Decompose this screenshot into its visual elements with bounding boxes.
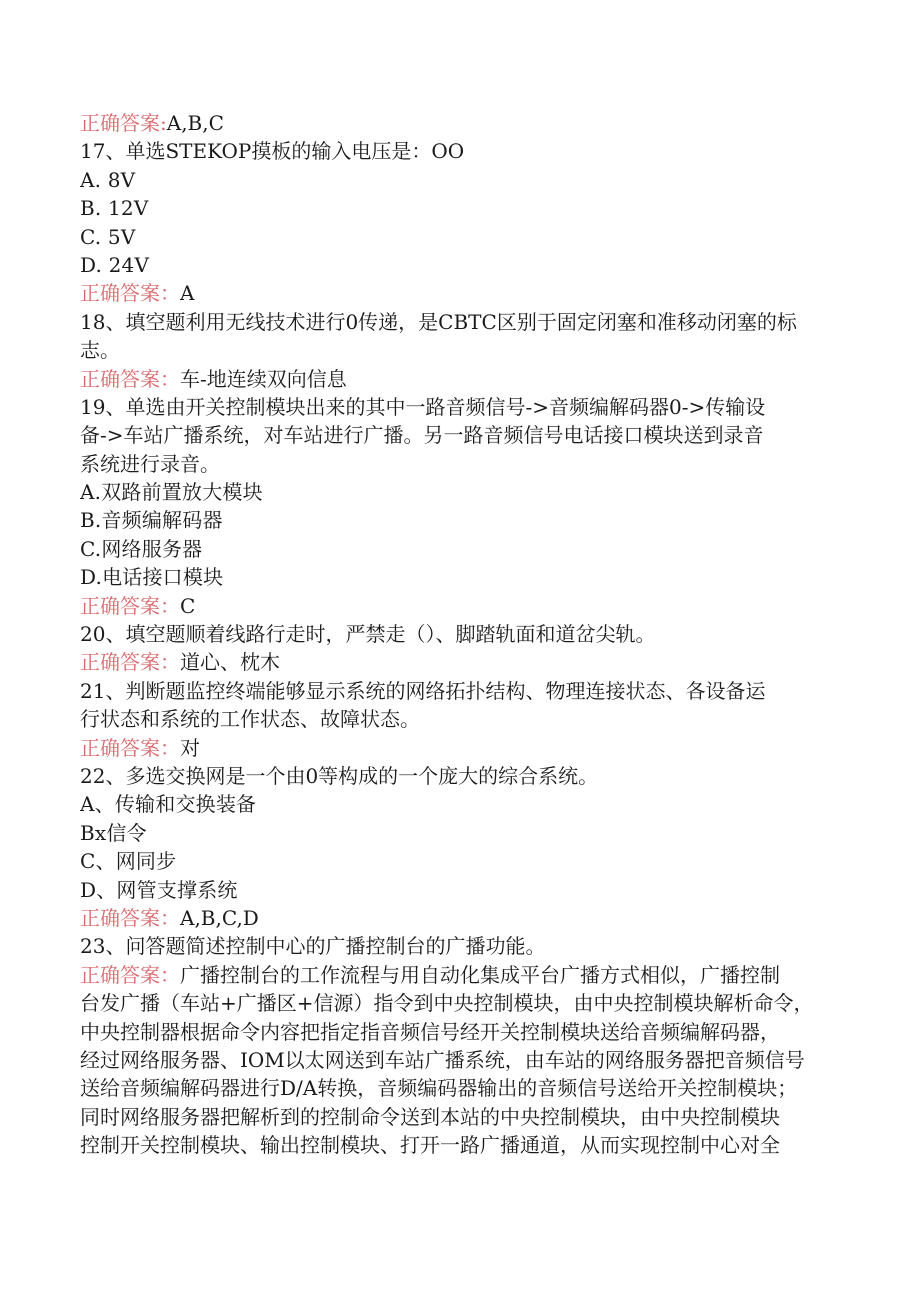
q21-question-line-2: 行状态和系统的工作状态、故障状态。 <box>80 707 420 732</box>
q20-answer-line <box>80 648 840 676</box>
q18-question-line-1: 18、填空题利用无线技术进行0传递，是CBTC区别于固定闭塞和准移动闭塞的标 <box>80 309 797 334</box>
q23-answer-line-4: 经过网络服务器、IOM以太网送到车站广播系统，由车站的网络服务器把音频信号 <box>80 1047 805 1072</box>
q19-option-d: D.电话接口模块 <box>80 565 224 590</box>
q19-answer-line <box>80 592 840 620</box>
q21-answer: 对 <box>180 735 200 760</box>
q23-question: 23、问答题简述控制中心的广播控制台的广播功能。 <box>80 934 546 959</box>
q23-answer-line-5: 送给音频编解码器进行D/A转换，音频编码器输出的音频信号送给开关控制模块； <box>80 1076 798 1101</box>
q22-answer: A,B,C,D <box>180 905 259 930</box>
q17-option-c: C. 5V <box>80 224 136 249</box>
q18-question-line-2: 志。 <box>80 338 120 363</box>
q18-answer: 车-地连续双向信息 <box>180 366 347 391</box>
q17-option-b: B. 12V <box>80 196 149 221</box>
q22-option-d: D、网管支撑系统 <box>80 877 238 902</box>
answer-label: 正确答案： <box>80 366 180 391</box>
q22-option-c: C、网同步 <box>80 849 177 874</box>
q22-option-a: A、传输和交换装备 <box>80 792 257 817</box>
document-page <box>80 109 840 1159</box>
q17-option-d: D. 24V <box>80 252 150 277</box>
q21-question-line-1: 21、判断题监控终端能够显示系统的网络拓扑结构、物理连接状态、各设备运 <box>80 678 766 703</box>
q20-question: 20、填空题顺着线路行走时，严禁走（）、脚踏轨面和道岔尖轨。 <box>80 622 656 647</box>
answer-label: 正确答案： <box>80 593 180 618</box>
q16-answer: A,B,C <box>166 111 224 135</box>
q17-answer: A <box>180 281 195 306</box>
q20-answer: 道心、枕木 <box>180 650 280 675</box>
answer-label: 正确答案: <box>80 111 167 135</box>
q19-option-b: B.音频编解码器 <box>80 508 223 533</box>
answer-label: 正确答案： <box>80 962 180 987</box>
q23-answer-line-3: 中央控制器根据命令内容把指定指音频信号经开关控制模块送给音频编解码器， <box>80 1019 780 1044</box>
q23-answer-line-6: 同时网络服务器把解析到的控制命令送到本站的中央控制模块，由中央控制模块 <box>80 1104 780 1129</box>
q17-option-a: A. 8V <box>80 167 136 192</box>
q19-answer: C <box>180 593 196 618</box>
q23-answer-line-1 <box>80 961 840 989</box>
answer-label: 正确答案： <box>80 650 180 675</box>
q19-question-line-3: 系统进行录音。 <box>80 451 220 476</box>
answer-label: 正确答案： <box>80 735 180 760</box>
answer-label: 正确答案： <box>80 281 180 306</box>
q19-question-line-2: 备->车站广播系统，对车站进行广播。另一路音频信号电话接口模块送到录音 <box>80 423 764 448</box>
q23-answer-line-2: 台发广播（车站+广播区+信源）指令到中央控制模块，由中央控制模块解析命令， <box>80 991 814 1016</box>
q23-answer-text-1: 广播控制台的工作流程与用自动化集成平台广播方式相似，广播控制 <box>180 962 780 987</box>
q21-answer-line <box>80 734 840 762</box>
q19-option-c: C.网络服务器 <box>80 536 203 561</box>
q19-question-line-1: 19、单选由开关控制模块出来的其中一路音频信号->音频编解码器0->传输设 <box>80 394 766 419</box>
q18-answer-line <box>80 365 840 393</box>
q17-question: 17、单选STEKOP摸板的输入电压是：OO <box>80 139 465 164</box>
q22-question: 22、多选交换网是一个由0等构成的一个庞大的综合系统。 <box>80 763 599 788</box>
answer-label: 正确答案： <box>80 905 180 930</box>
q19-option-a: A.双路前置放大模块 <box>80 480 263 505</box>
q17-answer-line <box>80 279 840 307</box>
q16-answer-line <box>80 109 840 137</box>
q22-answer-line <box>80 904 840 932</box>
q23-answer-line-7: 控制开关控制模块、输出控制模块、打开一路广播通道，从而实现控制中心对全 <box>80 1133 780 1158</box>
q22-option-b: Bx信令 <box>80 820 147 845</box>
